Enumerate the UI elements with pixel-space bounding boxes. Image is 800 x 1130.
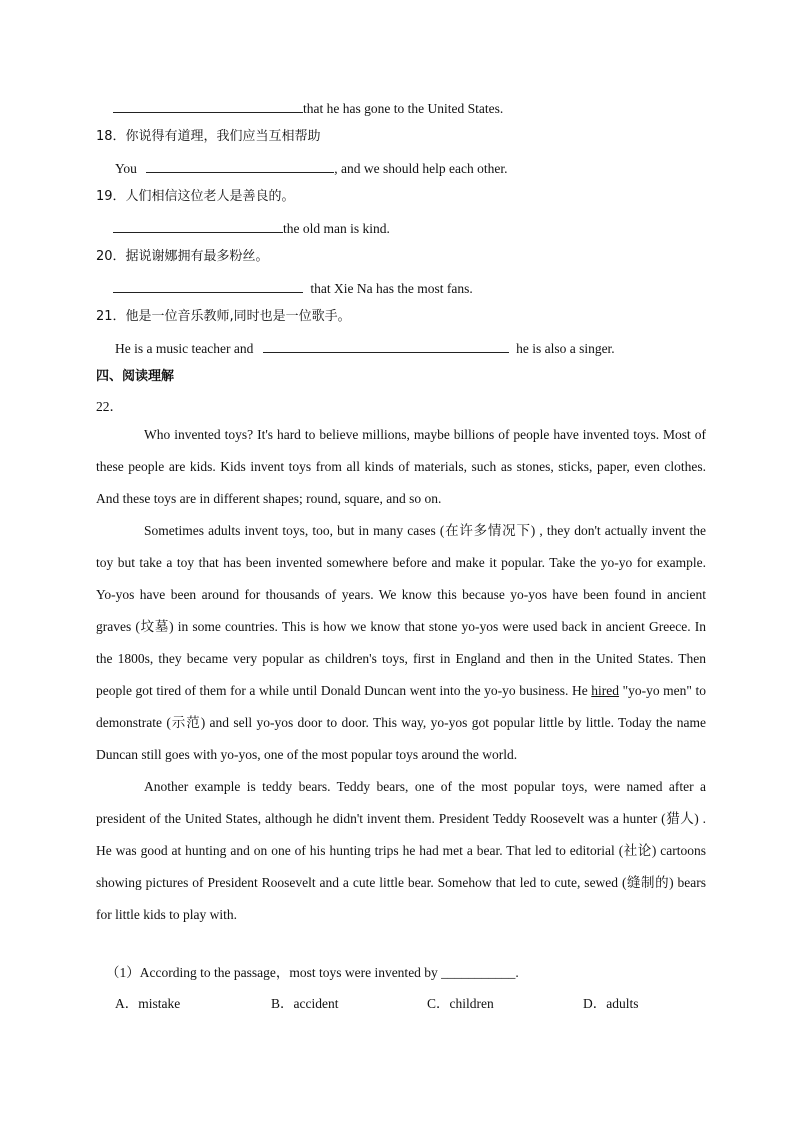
q19-chinese: 人们相信这位老人是善良的。 <box>125 189 295 204</box>
q18-blank[interactable] <box>146 158 334 173</box>
passage-paragraph-2 <box>96 515 706 771</box>
q17-blank[interactable] <box>113 98 303 113</box>
q21-chinese: 他是一位音乐教师,同时也是一位歌手。 <box>125 309 351 324</box>
q22-number: 22． <box>96 399 123 414</box>
q21-blank[interactable] <box>263 338 509 353</box>
q22-option-d[interactable]: D．adults <box>583 996 639 1011</box>
q17-line <box>113 98 503 118</box>
q22-option-c[interactable]: C．children <box>427 996 494 1011</box>
q18-tail: , and we should help each other. <box>334 161 508 176</box>
section-heading-reading: 四、阅读理解 <box>96 369 175 384</box>
q20-blank[interactable] <box>113 278 303 293</box>
passage-paragraph-3: Another example is teddy bears. Teddy bears, one of the most popular toys, were named after a president of the United States, although he didn't invent them. President Teddy Roosevelt was a hunter (猎人) . He was good at hunting and on one of his hunting trips he had met a bear. That led to editorial (社论) cartoons showing pictures of President Roosevelt and a cute little bear. Somehow that led to cute, sewed (缝制的) bears for little kids to play with. <box>96 779 706 922</box>
passage-paragraph-1: Who invented toys? It's hard to believe millions, maybe billions of people have invented toys. Most of these people are kids. Kids invent toys from all kinds of materials, such as stones, sticks, paper, even clothes. And these toys are in different shapes; round, square, and so on. <box>96 427 706 506</box>
q18-prompt <box>96 128 321 146</box>
q20-number: 20． <box>96 249 126 264</box>
q22-option-b[interactable]: B．accident <box>271 996 339 1011</box>
q18-number: 18． <box>96 129 126 144</box>
q17-tail: that he has gone to the United States. <box>303 101 504 116</box>
q21-lead: He is a music teacher and <box>115 341 254 356</box>
q19-tail: the old man is kind. <box>283 221 390 236</box>
passage-paragraph-2-part-a: Sometimes adults invent toys, too, but in many cases (在许多情况下) , they don't actually invent the toy but take a toy that has been invented somewhere before and make it popular. Take the yo-yo for example. Yo-yos have been around for thousands of years. We know this because yo-yos have been found in ancient graves (坟墓) in some countries. This is how we know that stone yo-yos were used back in ancient Greece. In the 1800s, they became very popular as children's toys, first in England and then in the United States. Then people got tired of them for a while until Donald Duncan went into the yo-yo business. He <box>96 523 706 698</box>
q20-chinese: 据说谢娜拥有最多粉丝。 <box>125 249 269 264</box>
q22-sub1-stem: （1）According to the passage，most toys were invented by ___________. <box>106 965 519 980</box>
q18-chinese: 你说得有道理，我们应当互相帮助 <box>125 129 321 144</box>
reading-passage <box>96 419 706 931</box>
q21-number: 21． <box>96 309 126 324</box>
q20-prompt <box>96 248 269 266</box>
q19-number: 19． <box>96 189 126 204</box>
q19-answer-line <box>113 218 390 238</box>
q21-tail: he is also a singer. <box>516 341 615 356</box>
q20-tail: that Xie Na has the most fans. <box>310 281 473 296</box>
q20-answer-line <box>113 278 473 298</box>
q18-lead: You <box>115 161 137 176</box>
underlined-word-hired: hired <box>591 683 620 698</box>
q19-blank[interactable] <box>113 218 283 233</box>
q22-option-a[interactable]: A．mistake <box>115 996 181 1011</box>
q18-answer-line <box>115 158 507 178</box>
passage-paragraph-2-part-b: "yo-yo men" to demonstrate (示范) and sell yo-yos door to door. This way, yo-yos got popular little by little. Today the name Duncan still goes with yo-yos, one of the most popular toys around the world. <box>96 683 706 762</box>
q21-prompt <box>96 308 351 326</box>
q19-prompt <box>96 188 295 206</box>
q21-answer-line <box>115 338 615 358</box>
